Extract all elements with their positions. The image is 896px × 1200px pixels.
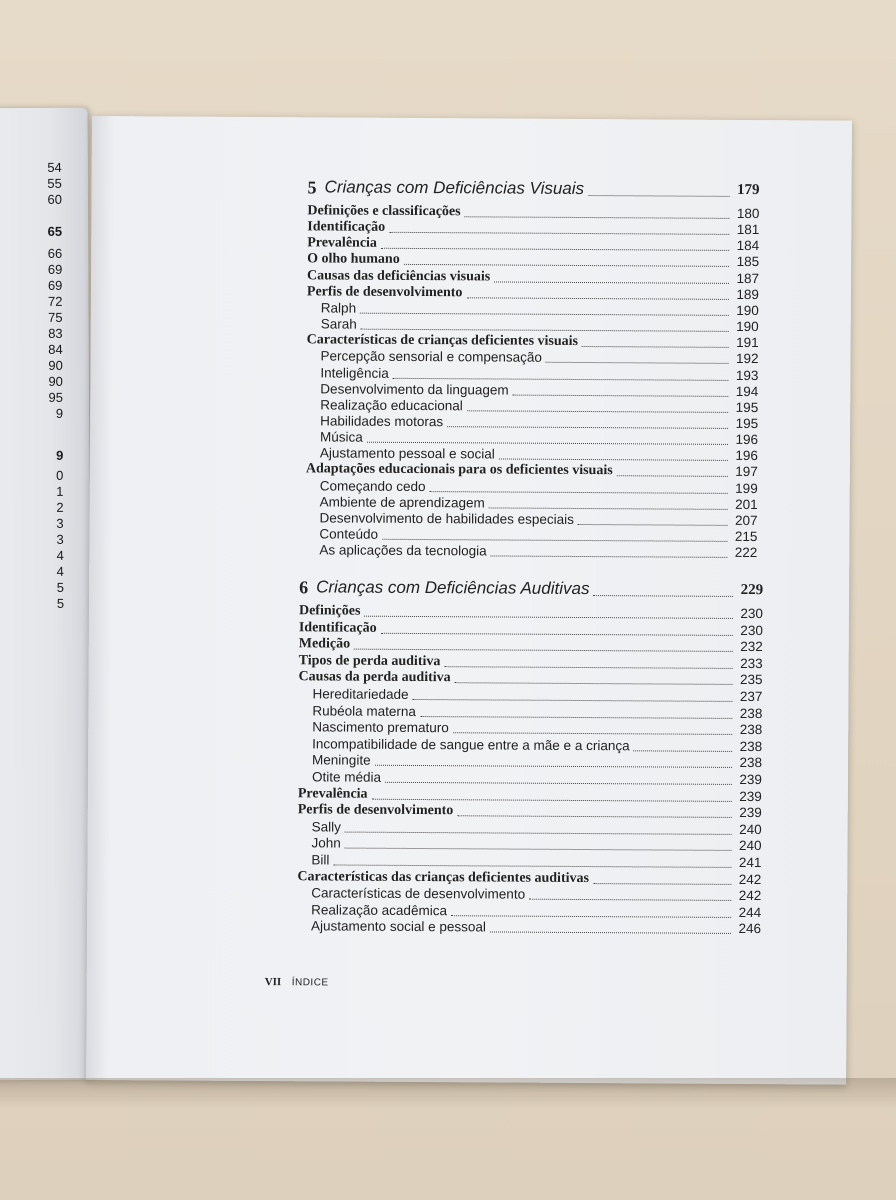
entry-page: 187 (736, 270, 760, 286)
left-page-number: 75 (48, 309, 63, 325)
entry-page: 240 (739, 821, 762, 837)
entry-label: Definições (298, 603, 361, 619)
entry-label: Prevalência (297, 785, 368, 802)
leader-dots (345, 847, 732, 851)
leader-dots (345, 830, 732, 834)
entry-label: Realização educacional (320, 397, 463, 414)
entry-page: 238 (739, 705, 763, 721)
chapter-number: 5 (307, 177, 317, 198)
left-page-number: 54 (47, 159, 62, 175)
leader-dots (364, 615, 733, 619)
leader-dots (420, 715, 732, 719)
leader-dots (382, 538, 727, 542)
entry-page: 197 (735, 464, 758, 480)
leader-dots (367, 441, 728, 445)
leader-dots (457, 814, 731, 818)
left-page-number: 72 (47, 293, 63, 309)
entry-page: 196 (735, 448, 758, 464)
entry-page: 193 (735, 367, 759, 383)
entry-page: 239 (739, 771, 763, 788)
entry-page: 189 (736, 286, 759, 302)
right-page (86, 116, 852, 1085)
leader-dots (513, 393, 729, 396)
leader-dots (582, 345, 729, 348)
footer-page-number: VII (264, 976, 282, 989)
left-page-number: 60 (47, 191, 62, 207)
entry-label: Sarah (320, 316, 357, 332)
entry-label: Incompatibilidade de sangue entre a mãe e a criança (312, 736, 630, 754)
entry-label: Realização acadêmica (311, 902, 448, 918)
entry-page: 242 (738, 888, 762, 904)
leader-dots (529, 898, 731, 901)
entry-label: Otite média (311, 769, 382, 785)
entry-label: Nascimento prematuro (312, 719, 449, 736)
footer-section-title: ÍNDICE (291, 977, 329, 989)
toc-subsection-entry[interactable] (312, 836, 762, 855)
leader-dots (453, 731, 732, 735)
entry-page: 185 (736, 254, 760, 270)
entry-page: 235 (739, 672, 763, 688)
left-page-number: 65 (47, 223, 63, 239)
chapter-title: Crianças com Deficiências Visuais (324, 177, 585, 199)
leader-dots (467, 409, 728, 413)
toc-subsection-entry[interactable] (312, 819, 762, 838)
entry-label: Ajustamento social e pessoal (311, 918, 486, 935)
toc-subsection-entry[interactable] (319, 543, 757, 562)
leader-dots (381, 247, 729, 251)
toc-section-entry[interactable] (298, 786, 762, 805)
entry-label: Desenvolvimento da linguagem (320, 381, 509, 398)
entry-page: 196 (735, 432, 759, 448)
entry-page: 194 (735, 383, 759, 399)
table-of-contents (92, 116, 852, 937)
leader-dots (389, 231, 729, 235)
entry-page: 199 (735, 480, 758, 496)
entry-page: 180 (736, 205, 760, 222)
chapter-title: Crianças com Deficiências Auditivas (316, 577, 590, 599)
entry-label: Meningite (312, 752, 371, 769)
entry-label: John (311, 835, 341, 851)
entry-label: As aplicações da tecnologia (319, 542, 487, 559)
leader-dots (593, 882, 731, 885)
left-page-number: 66 (47, 245, 63, 261)
entry-label: Medição (298, 636, 351, 652)
leader-dots (444, 665, 732, 669)
entry-label: Definições e classificações (307, 203, 461, 220)
entry-label: Ajustamento pessoal e social (319, 445, 495, 462)
leader-dots (360, 312, 729, 316)
entry-page: 239 (739, 805, 762, 821)
entry-label: Características de desenvolvimento (311, 885, 526, 902)
left-page-number: 0 (56, 467, 64, 483)
leader-dots (546, 361, 729, 364)
leader-dots (455, 682, 733, 686)
entry-page: 191 (736, 335, 759, 351)
leader-dots (393, 376, 729, 380)
entry-page: 201 (735, 496, 758, 512)
left-page (0, 108, 93, 1081)
toc-section-entry[interactable] (299, 653, 763, 672)
left-page-number: 1 (56, 483, 64, 499)
entry-label: Perfis de desenvolvimento (306, 284, 463, 301)
page-footer (265, 976, 329, 988)
left-page-number: 90 (48, 373, 63, 389)
leader-dots (593, 594, 733, 597)
toc-subsection-entry[interactable] (312, 703, 762, 722)
entry-page: 242 (738, 871, 762, 887)
leader-dots (451, 914, 731, 918)
entry-page: 230 (740, 622, 763, 638)
left-page-number: 90 (48, 357, 63, 373)
entry-page: 215 (734, 528, 758, 545)
entry-label: Identificação (298, 619, 377, 636)
entry-label: Causas das deficiências visuais (306, 267, 491, 285)
leader-dots (617, 475, 728, 478)
entry-page: 190 (736, 302, 759, 318)
entry-label: Começando cedo (319, 477, 426, 494)
left-page-number: 55 (47, 175, 62, 191)
toc-section-entry[interactable] (299, 603, 763, 622)
entry-page: 238 (739, 755, 763, 771)
entry-label: Ambiente de aprendizagem (319, 494, 485, 511)
chapter-page: 179 (737, 181, 760, 199)
entry-label: Bill (311, 852, 330, 868)
entry-label: Conteúdo (319, 526, 379, 542)
entry-page: 238 (739, 738, 763, 754)
chapter-heading[interactable] (308, 177, 760, 200)
entry-page: 238 (739, 722, 763, 738)
left-page-number: 4 (56, 547, 64, 563)
leader-dots (381, 631, 733, 635)
leader-dots (465, 215, 730, 219)
entry-page: 181 (736, 222, 760, 238)
toc-subsection-entry[interactable] (312, 720, 762, 739)
entry-page: 233 (740, 655, 763, 671)
leader-dots (491, 555, 728, 558)
leader-dots (430, 490, 728, 494)
entry-label: Características das crianças deficientes auditivas (297, 868, 590, 886)
toc-section-entry[interactable] (299, 620, 763, 639)
toc-subsection-entry[interactable] (311, 852, 761, 871)
entry-label: Desenvolvimento de habilidades especiais (319, 510, 574, 527)
entry-label: Percepção sensorial e compensação (320, 348, 542, 366)
toc-section-entry[interactable] (299, 670, 763, 689)
entry-page: 246 (738, 921, 762, 937)
left-page-number: 3 (56, 515, 64, 531)
toc-subsection-entry[interactable] (311, 902, 761, 921)
toc-subsection-entry[interactable] (311, 919, 761, 938)
entry-label: Causas da perda auditiva (298, 669, 451, 686)
entry-page: 240 (738, 838, 762, 854)
entry-page: 239 (739, 788, 762, 804)
toc-subsection-entry[interactable] (312, 736, 762, 755)
leader-dots (578, 523, 728, 526)
entry-label: Prevalência (307, 235, 378, 252)
toc-subsection-entry[interactable] (312, 686, 762, 705)
entry-label: Tipos de perda auditiva (298, 653, 441, 669)
leader-dots (372, 797, 732, 801)
chapter-number: 6 (299, 577, 309, 598)
leader-dots (466, 296, 728, 300)
entry-label: Características de crianças deficientes visuais (306, 332, 579, 350)
leader-dots (354, 648, 733, 652)
leader-dots (361, 328, 729, 332)
toc-section-entry[interactable] (299, 636, 763, 655)
entry-page: 195 (735, 415, 759, 432)
entry-page: 195 (735, 399, 759, 415)
entry-page: 230 (740, 605, 764, 622)
leader-dots (404, 263, 729, 267)
leader-dots (490, 931, 731, 934)
leader-dots (447, 425, 728, 429)
entry-page: 190 (736, 318, 759, 335)
toc-section-entry[interactable] (298, 802, 762, 821)
leader-dots (333, 863, 731, 867)
left-page-number: 69 (47, 261, 63, 277)
entry-page: 241 (738, 854, 762, 871)
entry-label: Adaptações educacionais para os deficientes visuais (305, 461, 613, 479)
entry-page: 237 (739, 688, 763, 705)
leader-dots (385, 781, 732, 785)
entry-label: Perfis de desenvolvimento (297, 802, 454, 819)
entry-page: 207 (734, 512, 758, 528)
toc-subsection-entry[interactable] (312, 769, 762, 788)
toc-subsection-entry[interactable] (312, 753, 762, 772)
left-page-number: 95 (48, 389, 64, 405)
left-page-number: 4 (56, 563, 64, 579)
entry-label: Ralph (320, 300, 357, 316)
leader-dots (413, 698, 733, 702)
leader-dots (499, 458, 728, 461)
entry-page: 232 (740, 639, 763, 655)
left-page-number: 2 (56, 499, 64, 515)
left-page-number: 83 (48, 325, 63, 341)
leader-dots (494, 280, 729, 283)
page-shadow (0, 1078, 896, 1108)
toc-subsection-entry[interactable] (311, 886, 761, 905)
leader-dots (634, 749, 733, 752)
leader-dots (375, 764, 732, 768)
left-page-number: 5 (56, 579, 65, 595)
entry-label: Hereditariedade (312, 686, 409, 702)
entry-label: Sally (311, 819, 341, 835)
entry-label: Música (319, 429, 363, 445)
left-page-number: 5 (56, 595, 65, 611)
entry-page: 222 (734, 545, 758, 561)
left-page-number: 9 (55, 405, 64, 421)
entry-label: Habilidades motoras (320, 413, 444, 430)
entry-label: O olho humano (307, 251, 400, 268)
leader-dots (489, 506, 728, 509)
entry-label: Rubéola materna (312, 702, 416, 719)
entry-page: 192 (735, 351, 759, 367)
leader-dots (588, 194, 729, 197)
left-page-number: 9 (56, 447, 64, 463)
entry-label: Identificação (307, 219, 386, 235)
toc-section-entry[interactable] (297, 869, 761, 888)
entry-label: Inteligência (320, 364, 389, 381)
left-page-number: 84 (48, 341, 63, 357)
left-page-number: 3 (56, 531, 64, 547)
entry-page: 184 (736, 238, 760, 254)
chapter-page: 229 (740, 581, 764, 599)
entry-page: 244 (738, 904, 762, 920)
chapter-heading[interactable] (299, 577, 763, 600)
left-page-number: 69 (47, 277, 63, 293)
